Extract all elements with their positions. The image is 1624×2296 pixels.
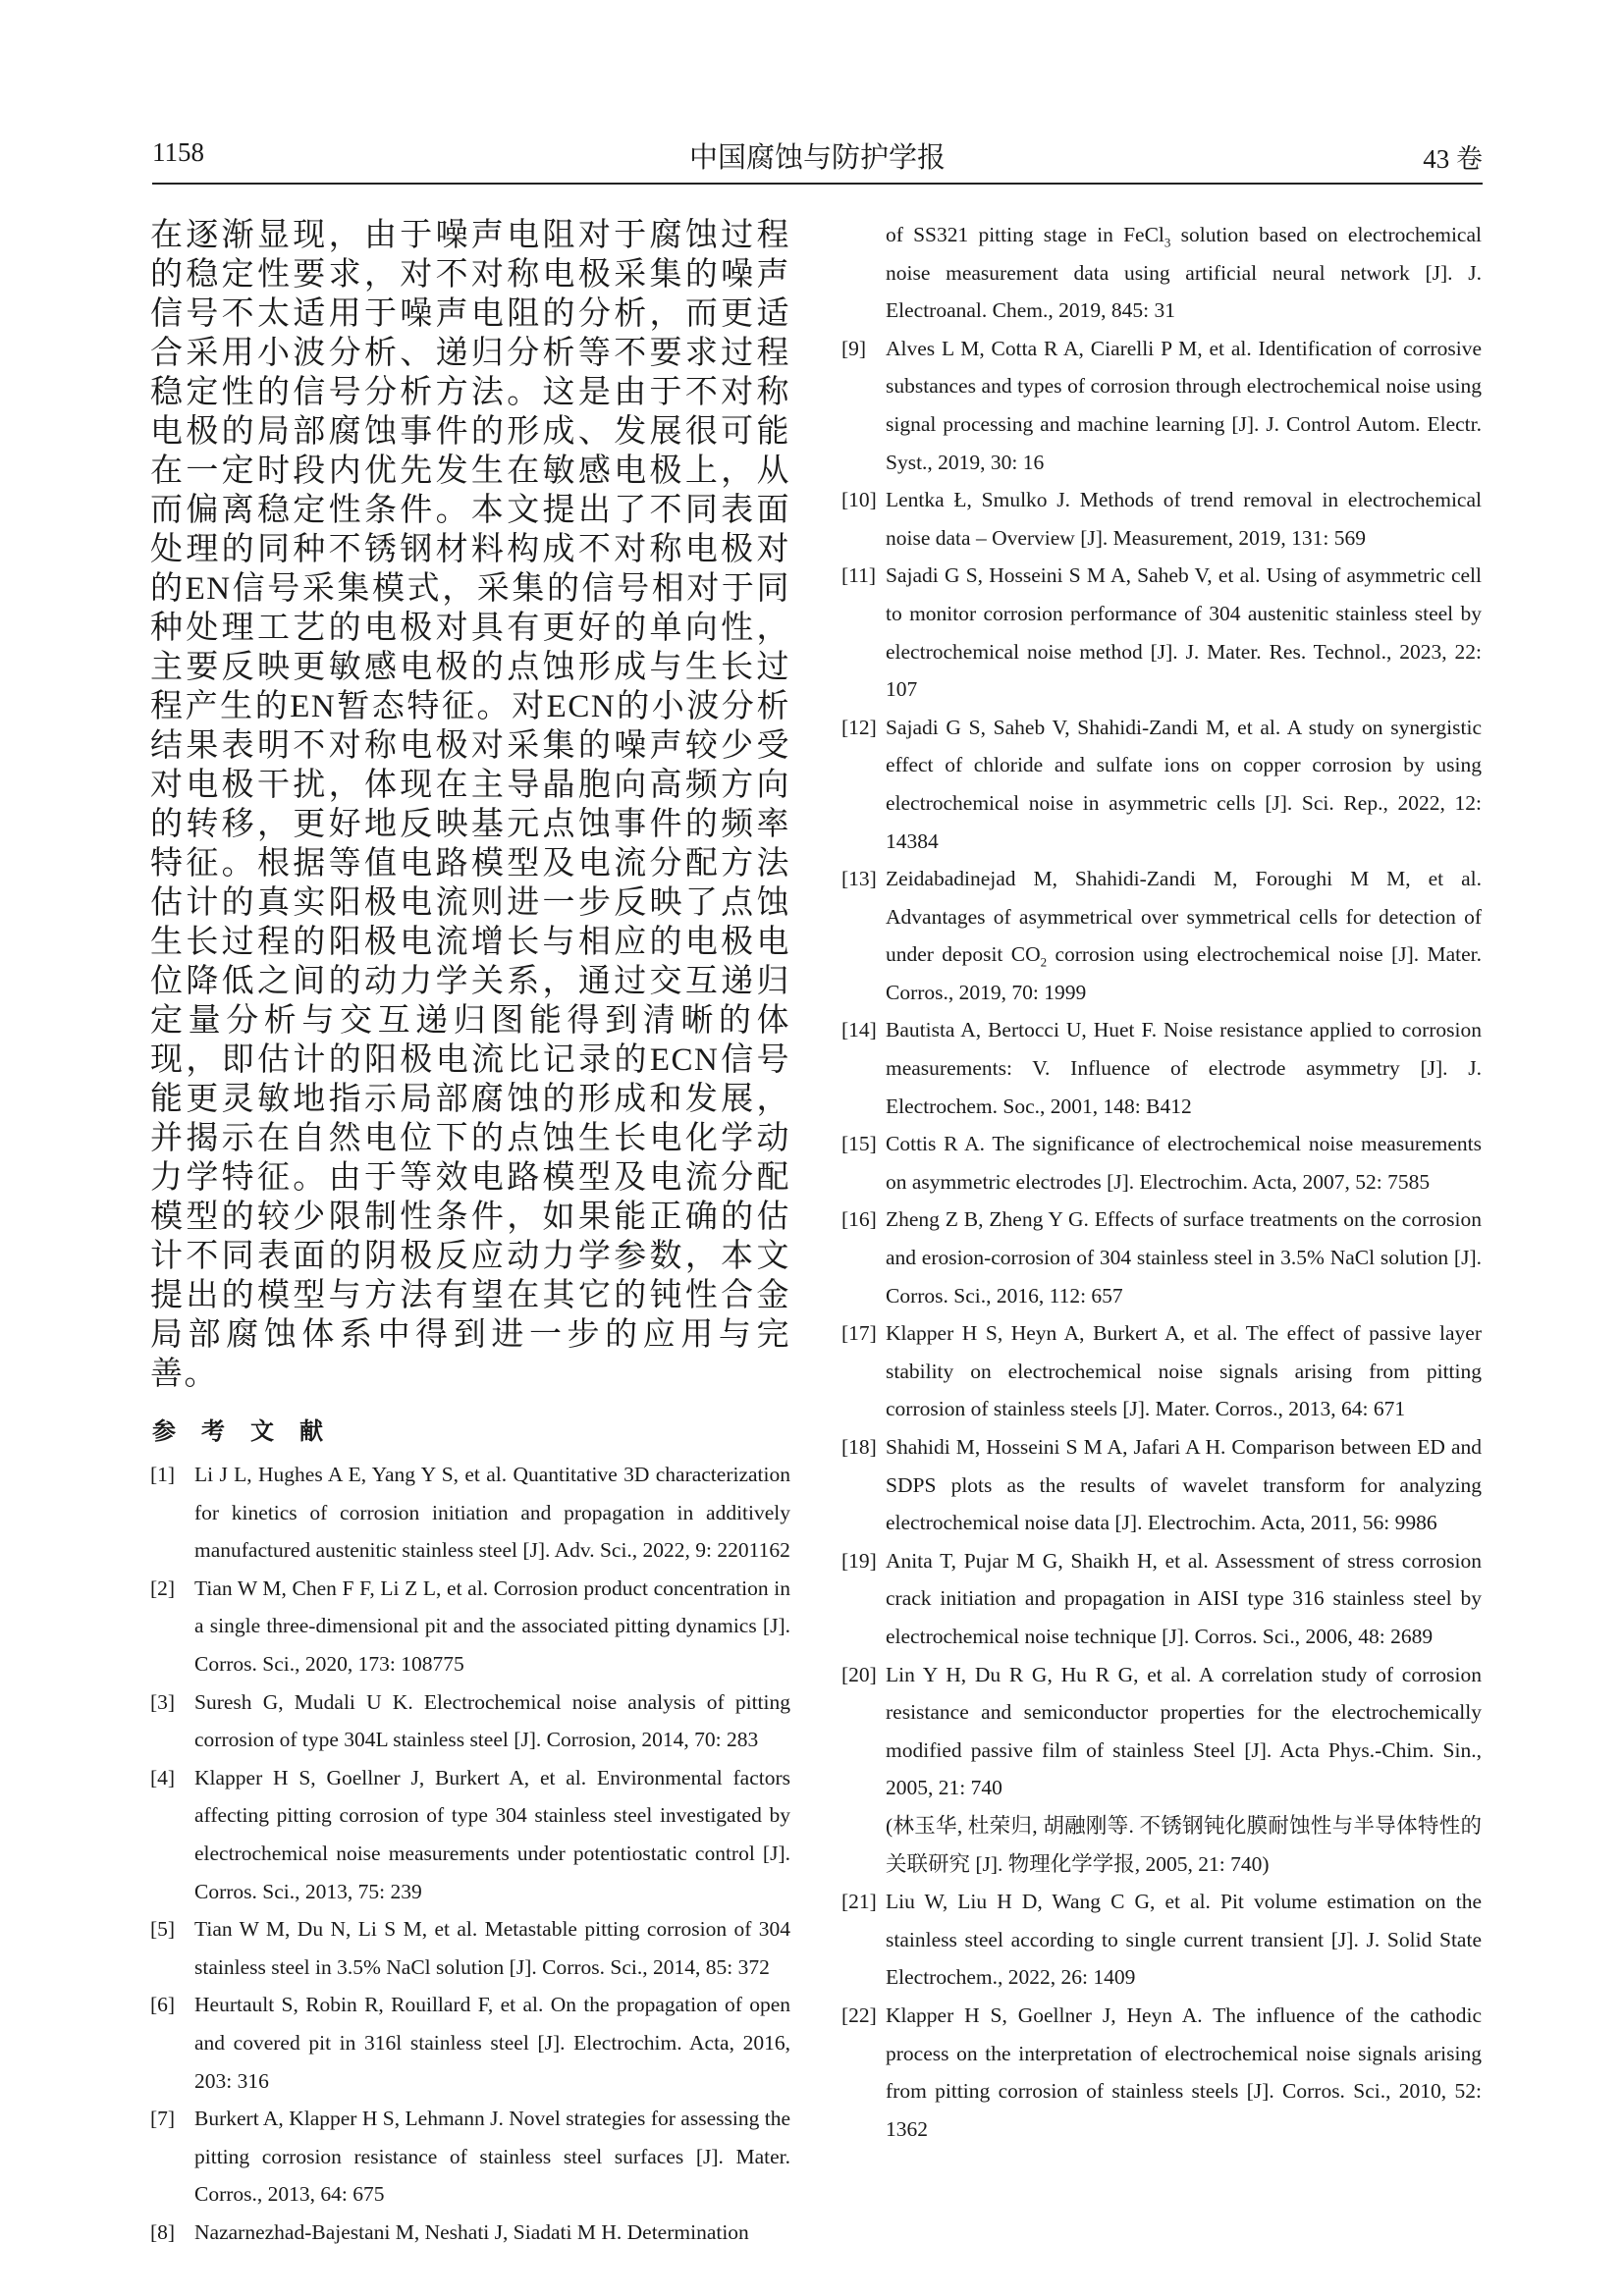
reference-item: [150, 1570, 790, 1683]
reference-number: [18]: [841, 1435, 877, 1459]
reference-number: [5]: [150, 1917, 176, 1942]
body-paragraph: 在逐渐显现，由于噪声电阻对于腐蚀过程的稳定性要求，对不对称电极采集的噪声信号不太适用于噪声电阻的分析，而更适合采用小波分析、递归分析等不要求过程稳定性的信号分析方法。这是由于不对称电极的局部腐蚀事件的形成、发展很可能在一定时段内优先发生在敏感电极上，从而偏离稳定性条件。本文提出了不同表面处理的同种不锈钢材料构成不对称电极对的EN信号采集模式，采集的信号相对于同种处理工艺的电极对具有更好的单向性，主要反映更敏感电极的点蚀形成与生长过程产生的EN暂态特征。对ECN的小波分析结果表明不对称电极对采集的噪声较少受对电极干扰，体现在主导晶胞向高频方向的转移，更好地反映基元点蚀事件的频率特征。根据等值电路模型及电流分配方法估计的真实阳极电流则进一步反映了点蚀生长过程的阳极电流增长与相应的电极电位降低之间的动力学关系，通过交互递归定量分析与交互递归图能得到清晰的体现，即估计的阳极电流比记录的ECN信号能更灵敏地指示局部腐蚀的形成和发展，并揭示在自然电位下的点蚀生长电化学动力学特征。由于等效电路模型及电流分配模型的较少限制性条件，如果能正确的估计不同表面的阴极反应动力学参数，本文提出的模型与方法有望在其它的钝性合金局部腐蚀体系中得到进一步的应用与完善。: [150, 218, 790, 1392]
reference-item: [841, 1656, 1482, 1884]
reference-item: [841, 557, 1482, 708]
reference-text: Tian W M, Chen F F, Li Z L, et al. Corrosion product concentration in a single three-dimensional pit and the associated pitting dynamics [J]. Corros. Sci., 2020, 173: 108775: [194, 1575, 790, 1676]
reference-text: Heurtault S, Robin R, Rouillard F, et al. On the propagation of open and covered pit in 316l stainless steel [J]. Electrochim. Acta, 2016, 203: 316: [194, 1993, 790, 2093]
reference-number: [1]: [150, 1463, 176, 1486]
reference-text: Zeidabadinejad M, Shahidi-Zandi M, Foroughi M M, et al. Advantages of asymmetrical over symmetrical cells for detection of under deposit CO: [886, 867, 1482, 967]
reference-item: [841, 1314, 1482, 1428]
reference-item: [841, 860, 1482, 1011]
reference-text: Klapper H S, Goellner J, Heyn A. The influence of the cathodic process on the interpretation of electrochemical noise signals arising from pitting corrosion of stainless steels [J]. Corros. Sci., 2010, 52: 1362: [886, 2002, 1482, 2141]
reference-item: [841, 1125, 1482, 1201]
reference-number: [9]: [841, 336, 867, 360]
reference-number: [8]: [150, 2219, 176, 2244]
reference-item: [841, 330, 1482, 481]
reference-item: [150, 1759, 790, 1910]
reference-text: Alves L M, Cotta R A, Ciarelli P M, et al. Identification of corrosive substances and types of corrosion through electrochemical noise using signal processing and machine learning [J]. J. Control Autom. Electr. Syst., 2019, 30: 16: [886, 336, 1482, 474]
reference-text: Suresh G, Mudali U K. Electrochemical noise analysis of pitting corrosion of type 304L stainless steel [J]. Corrosion, 2014, 70: 283: [194, 1689, 790, 1752]
reference-text: Klapper H S, Goellner J, Burkert A, et al. Environmental factors affecting pitting corrosion of type 304 stainless steel investigated by electrochemical noise measurements under potentiostatic control [J]. Corros. Sci., 2013, 75: 239: [194, 1765, 790, 1903]
reference-item-continued: [841, 216, 1482, 330]
reference-number: [12]: [841, 715, 877, 739]
reference-text: Sajadi G S, Saheb V, Shahidi-Zandi M, et al. A study on synergistic effect of chloride and sulfate ions on copper corrosion by using electrochemical noise in asymmetric cells [J]. Sci. Rep., 2022, 12: 14384: [886, 715, 1482, 853]
reference-text: corrosion using electrochemical noise [J]. Mater. Corros., 2019, 70: 1999: [886, 942, 1482, 1004]
right-column: [841, 216, 1482, 2148]
reference-item: [150, 1456, 790, 1570]
reference-number: [15]: [841, 1132, 877, 1156]
reference-text: Anita T, Pujar M G, Shaikh H, et al. Assessment of stress corrosion crack initiation and propagation in AISI type 316 stainless steel by electrochemical noise technique [J]. Corros. Sci., 2006, 48: 2689: [886, 1548, 1482, 1648]
reference-item: [841, 1997, 1482, 2148]
reference-chinese-text: (林玉华, 杜荣归, 胡融刚等. 不锈钢钝化膜耐蚀性与半导体特性的关联研究 [J]. 物理化学学报, 2005, 21: 740): [886, 1813, 1482, 1876]
reference-number: [4]: [150, 1765, 176, 1789]
subscript: 3: [1164, 235, 1171, 250]
volume-label: 43 卷: [1423, 144, 1483, 174]
page-number: 1158: [152, 137, 204, 167]
reference-text: Burkert A, Klapper H S, Lehmann J. Novel strategies for assessing the pitting corrosion resistance of stainless steel surfaces [J]. Mater. Corros., 2013, 64: 675: [194, 2107, 790, 2207]
reference-number: [16]: [841, 1207, 877, 1232]
reference-number: [22]: [841, 2002, 877, 2027]
reference-text: of SS321 pitting stage in FeCl: [886, 223, 1164, 246]
reference-item: [150, 2100, 790, 2214]
reference-item: [841, 1428, 1482, 1542]
reference-item: [841, 709, 1482, 860]
reference-list-right: [841, 216, 1482, 2148]
reference-item: [841, 481, 1482, 557]
reference-text: Liu W, Liu H D, Wang C G, et al. Pit volume estimation on the stainless steel according to single current transient [J]. J. Solid State Electrochem., 2022, 26: 1409: [886, 1890, 1482, 1990]
reference-text: Li J L, Hughes A E, Yang Y S, et al. Quantitative 3D characterization for kinetics of corrosion initiation and propagation in additively manufactured austenitic stainless steel [J]. Adv. Sci., 2022, 9: 2201162: [194, 1463, 790, 1563]
header-rule: [152, 183, 1483, 185]
reference-number: [20]: [841, 1662, 877, 1686]
reference-text: Sajadi G S, Hosseini S M A, Saheb V, et al. Using of asymmetric cell to monitor corrosion performance of 304 austenitic stainless steel by electrochemical noise method [J]. J. Mater. Res. Technol., 2023, 22: 107: [886, 563, 1482, 702]
reference-item: [841, 1201, 1482, 1314]
reference-item: [150, 1986, 790, 2100]
subscript: 2: [1040, 954, 1048, 970]
reference-item: [150, 2214, 790, 2252]
reference-text: Cottis R A. The significance of electrochemical noise measurements on asymmetric electrodes [J]. Electrochim. Acta, 2007, 52: 7585: [886, 1132, 1482, 1194]
reference-item: [150, 1910, 790, 1986]
reference-number: [6]: [150, 1993, 176, 2017]
reference-item: [150, 1683, 790, 1759]
reference-text: solution based on electrochemical noise measurement data using artificial neural network [J]. J. Electroanal. Chem., 2019, 845: 31: [886, 223, 1482, 323]
reference-text: Nazarnezhad-Bajestani M, Neshati J, Siadati M H. Determination: [194, 2219, 749, 2244]
reference-number: [2]: [150, 1575, 176, 1600]
reference-text: Klapper H S, Heyn A, Burkert A, et al. The effect of passive layer stability on electrochemical noise signals arising from pitting corrosion of stainless steels [J]. Mater. Corros., 2013, 64: 671: [886, 1321, 1482, 1421]
reference-text: Bautista A, Bertocci U, Huet F. Noise resistance applied to corrosion measurements: V. Influence of electrode asymmetry [J]. J. Electrochem. Soc., 2001, 148: B412: [886, 1018, 1482, 1118]
reference-text: Shahidi M, Hosseini S M A, Jafari A H. Comparison between ED and SDPS plots as the results of wavelet transform for analyzing electrochemical noise data [J]. Electrochim. Acta, 2011, 56: 9986: [886, 1435, 1482, 1535]
reference-item: [841, 1011, 1482, 1125]
reference-number: [21]: [841, 1890, 877, 1914]
reference-number: [17]: [841, 1321, 877, 1346]
reference-number: [3]: [150, 1689, 176, 1714]
left-column: [150, 216, 790, 2251]
reference-text: Zheng Z B, Zheng Y G. Effects of surface treatments on the corrosion and erosion-corrosion of 304 stainless steel in 3.5% NaCl solution [J]. Corros. Sci., 2016, 112: 657: [886, 1207, 1482, 1308]
journal-title: 中国腐蚀与防护学报: [688, 142, 946, 174]
reference-list-left: [150, 1456, 790, 2251]
reference-number: [7]: [150, 2107, 176, 2131]
reference-item: [841, 1883, 1482, 1997]
reference-number: [10]: [841, 488, 877, 512]
reference-item: [841, 1542, 1482, 1656]
reference-text: Lin Y H, Du R G, Hu R G, et al. A correlation study of corrosion resistance and semiconductor properties for the electrochemically modified passive film of stainless Steel [J]. Acta Phys.-Chim. Sin., 2005, 21: 740: [886, 1662, 1482, 1800]
reference-number: [13]: [841, 867, 877, 891]
reference-number: [14]: [841, 1018, 877, 1042]
reference-text: Lentka Ł, Smulko J. Methods of trend removal in electrochemical noise data – Overview [J]. Measurement, 2019, 131: 569: [886, 488, 1482, 550]
references-heading: 参 考 文 献: [152, 1419, 333, 1445]
page-header: [152, 137, 1483, 181]
reference-number: [19]: [841, 1548, 877, 1573]
reference-text: Tian W M, Du N, Li S M, et al. Metastable pitting corrosion of 304 stainless steel in 3.5% NaCl solution [J]. Corros. Sci., 2014, 85: 372: [194, 1917, 790, 1979]
reference-number: [11]: [841, 563, 877, 588]
